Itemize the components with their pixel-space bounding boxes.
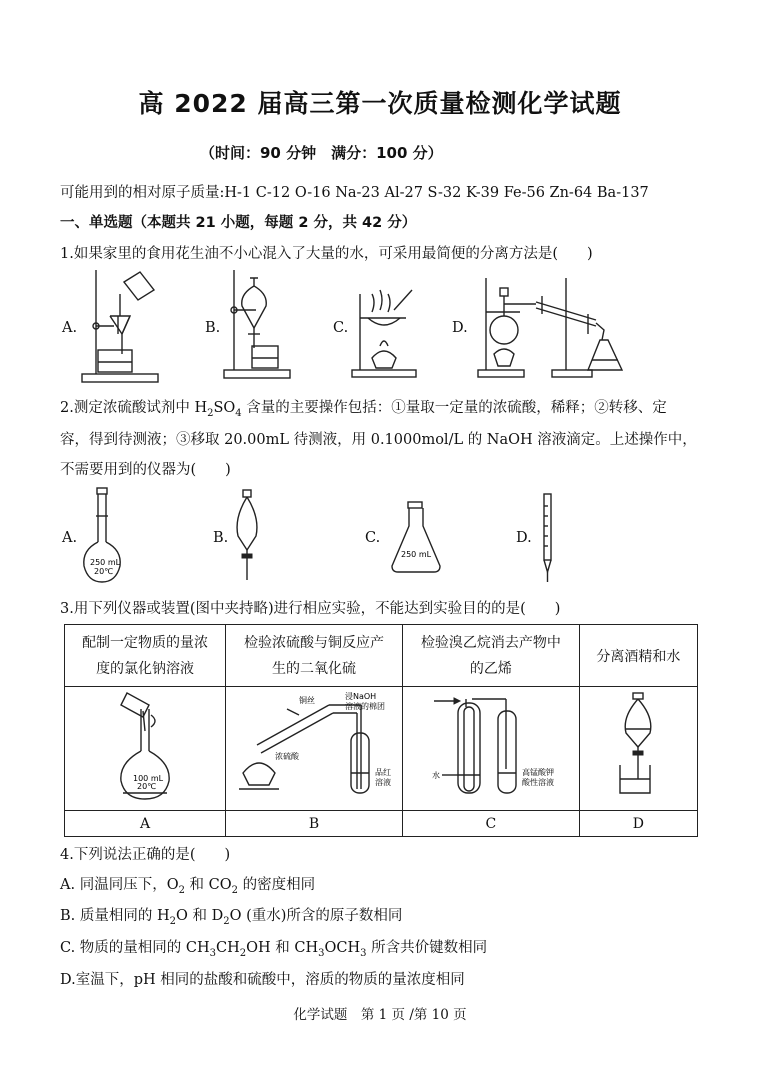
exam-info: （时间：90 分钟 满分：100 分）: [200, 144, 443, 162]
filtration-apparatus-figure: [80, 268, 162, 386]
copper-sulfuric-acid-figure: [229, 689, 399, 805]
q4-text-part: B. 质量相同的 H: [60, 908, 170, 924]
q2-option-b: B.: [213, 530, 229, 546]
magenta-solution-label-2: 溶液: [375, 777, 392, 787]
q1-option-a: A.: [62, 320, 78, 336]
page-title: 高 2022 届高三第一次质量检测化学试题: [138, 89, 622, 118]
copper-wire-label: 铜丝: [299, 695, 316, 705]
q4-text-part: 和 CO: [184, 877, 232, 893]
naoh-cotton-label-1: 浸NaOH: [345, 691, 377, 701]
q3-letter-d: D: [579, 811, 697, 837]
flask-volume-label: 250 mL: [90, 558, 121, 567]
kmno4-label-1: 高锰酸钾: [521, 767, 554, 777]
q3-letter-c: C: [402, 811, 579, 837]
q2-text-part: SO: [213, 400, 236, 416]
alcohol-water-separation-figure: [598, 689, 678, 805]
q3-header-a: [65, 625, 226, 687]
q4-text-part: O 和 D: [176, 908, 224, 924]
q4-text-part: 所含共价键数相同: [366, 940, 488, 956]
evaporation-apparatus-figure: [350, 284, 420, 380]
question-3-text: 3.用下列仪器或装置(图中夹持略)进行相应实验，不能达到实验目的的是( ): [60, 601, 561, 617]
q3-letter-b: B: [226, 811, 403, 837]
q3-header-a-line2: 度的氯化钠溶液: [96, 660, 195, 677]
q3-header-b-line1: 检验浓硫酸与铜反应产: [244, 634, 385, 651]
q3-header-b: [226, 625, 403, 687]
volumetric-flask-figure: [80, 486, 126, 586]
q3-header-c: [402, 625, 579, 687]
q4-option-b: [60, 904, 402, 927]
water-label: 水: [431, 770, 440, 780]
flask-volume-label: 100 mL: [133, 773, 164, 783]
q4-subscript: 2: [223, 915, 230, 927]
ethylene-test-figure: [406, 689, 576, 805]
q3-figure-c: [402, 687, 579, 811]
q3-letter-a: A: [65, 811, 226, 837]
q3-header-d: [579, 625, 697, 687]
q2-subscript: 4: [235, 407, 242, 419]
kmno4-label-2: 酸性溶液: [521, 777, 554, 787]
q1-option-b: B.: [205, 320, 221, 336]
q3-figure-d: [579, 687, 697, 811]
q4-subscript: 3: [318, 947, 325, 959]
conical-flask-volume-label: 250 mL: [401, 550, 432, 559]
q2-text-part: 含量的主要操作包括：①量取一定量的浓硫酸，稀释；②转移、定: [241, 400, 667, 416]
q4-option-c: [60, 936, 487, 959]
q4-text-part: OH 和 CH: [246, 940, 319, 956]
q3-figure-a: [65, 687, 226, 811]
q4-text-part: A. 同温同压下，O: [60, 877, 179, 893]
q3-options-table: [64, 624, 698, 837]
q3-header-b-line2: 生的二氧化硫: [272, 660, 357, 677]
q2-option-d: D.: [516, 530, 532, 546]
naoh-cotton-label-2: 溶液的棉团: [345, 701, 386, 711]
q1-option-d: D.: [452, 320, 468, 336]
question-2-line-3: 不需要用到的仪器为( ): [60, 462, 231, 478]
flask-temp-label: 20℃: [94, 567, 114, 576]
q4-text-part: C. 物质的量相同的 CH: [60, 940, 210, 956]
page-footer: 化学试题 第 1 页 /第 10 页: [293, 1007, 467, 1023]
q1-option-c: C.: [333, 320, 349, 336]
q2-option-c: C.: [365, 530, 381, 546]
separatory-funnel-figure-q2: [232, 488, 262, 584]
q4-subscript: 2: [169, 915, 177, 927]
q3-header-a-line1: 配制一定物质的量浓: [82, 634, 209, 651]
q4-subscript: 2: [231, 884, 239, 896]
q3-header-d-line1: 分离酒精和水: [596, 648, 681, 665]
q2-subscript: 2: [207, 407, 214, 419]
q4-text-part: O (重水)所含的原子数相同: [229, 908, 403, 924]
question-2-line-1: [60, 396, 667, 419]
question-2-line-2: 容，得到待测液；③移取 20.00mL 待测液，用 0.1000mol/L 的 NaOH 溶液滴定。上述操作中，: [60, 432, 697, 448]
q2-text-part: 2.测定浓硫酸试剂中 H: [60, 400, 208, 416]
q3-figure-b: [226, 687, 403, 811]
q3-header-c-line2: 的乙烯: [469, 660, 512, 677]
question-1-text: 1.如果家里的食用花生油不小心混入了大量的水，可采用最简便的分离方法是( ): [60, 246, 593, 262]
q2-option-a: A.: [62, 530, 78, 546]
separatory-funnel-figure: [222, 266, 294, 382]
q4-text-part: OCH: [324, 940, 361, 956]
flask-temp-label: 20℃: [137, 781, 157, 791]
section-heading: 一、单选题（本题共 21 小题，每题 2 分，共 42 分）: [60, 215, 417, 231]
q4-text-part: CH: [216, 940, 240, 956]
conc-sulfuric-acid-label: 浓硫酸: [275, 751, 300, 761]
q4-option-a: [60, 873, 315, 896]
burette-figure: [540, 492, 556, 586]
distillation-apparatus-figure: [476, 274, 636, 382]
q4-subscript: 3: [360, 947, 367, 959]
q4-subscript: 2: [178, 884, 185, 896]
q4-subscript: 2: [239, 947, 247, 959]
q4-option-d: D.室温下，pH 相同的盐酸和硫酸中，溶质的物质的量浓度相同: [60, 972, 465, 988]
magenta-solution-label-1: 品红: [375, 767, 392, 777]
question-4-text: 4.下列说法正确的是( ): [60, 847, 231, 863]
q3-header-c-line1: 检验溴乙烷消去产物中: [420, 634, 561, 651]
atomic-masses: 可能用到的相对原子质量:H-1 C-12 O-16 Na-23 Al-27 S-32 K-39 Fe-56 Zn-64 Ba-137: [60, 185, 649, 201]
conical-flask-figure: [388, 500, 444, 574]
q4-text-part: 的密度相同: [238, 877, 316, 893]
q4-subscript: 3: [209, 947, 217, 959]
solution-preparation-figure: [105, 689, 185, 805]
